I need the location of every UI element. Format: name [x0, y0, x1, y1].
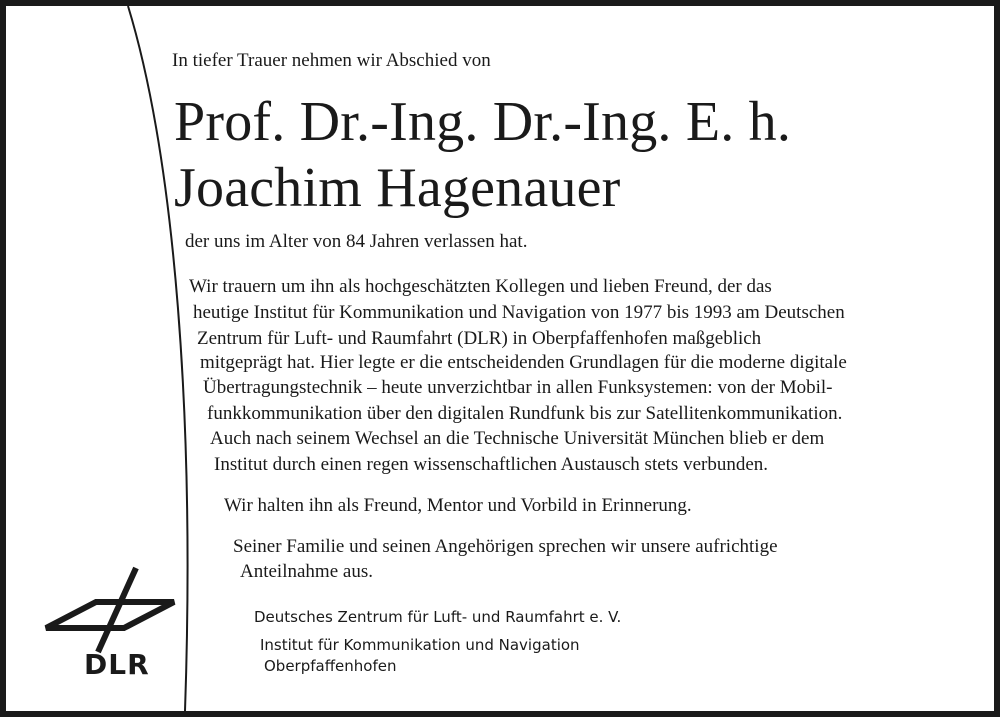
- institute-name: Institut für Kommunikation und Navigation: [260, 636, 580, 654]
- tribute-line: funkkommunikation über den digitalen Rundfunk bis zur Satellitenkommunikation.: [207, 403, 843, 424]
- tribute-line: Zentrum für Luft- und Raumfahrt (DLR) in Oberpfaffenhofen maßgeblich: [197, 328, 762, 349]
- tribute-line: mitgeprägt hat. Hier legte er die entscheidenden Grundlagen für die moderne digitale: [200, 352, 847, 373]
- condolence-text: Seiner Familie und seinen Angehörigen sprechen wir unsere aufrichtige: [233, 536, 778, 557]
- tribute-line: Wir trauern um ihn als hochgeschätzten Kollegen und lieben Freund, der das: [189, 276, 772, 297]
- institute-location: Oberpfaffenhofen: [264, 657, 397, 675]
- age-text: der uns im Alter von 84 Jahren verlassen hat.: [185, 231, 528, 252]
- tribute-line: heutige Institut für Kommunikation und Navigation von 1977 bis 1993 am Deutschen: [193, 302, 845, 323]
- condolence-text: Anteilnahme aus.: [240, 561, 373, 582]
- deceased-title: Prof. Dr.-Ing. Dr.-Ing. E. h.: [174, 91, 792, 153]
- tribute-line: Auch nach seinem Wechsel an die Technische Universität München blieb er dem: [210, 428, 825, 449]
- dlr-logo-text: DLR: [84, 648, 150, 681]
- deceased-name: Joachim Hagenauer: [174, 157, 621, 219]
- tribute-line: Übertragungstechnik – heute unverzichtbar in allen Funksystemen: von der Mobil-: [203, 377, 833, 398]
- memory-text: Wir halten ihn als Freund, Mentor und Vorbild in Erinnerung.: [224, 495, 692, 516]
- intro-text: In tiefer Trauer nehmen wir Abschied von: [172, 50, 491, 71]
- organization-name: Deutsches Zentrum für Luft- und Raumfahrt e. V.: [254, 608, 622, 626]
- tribute-line: Institut durch einen regen wissenschaftlichen Austausch stets verbunden.: [214, 454, 769, 475]
